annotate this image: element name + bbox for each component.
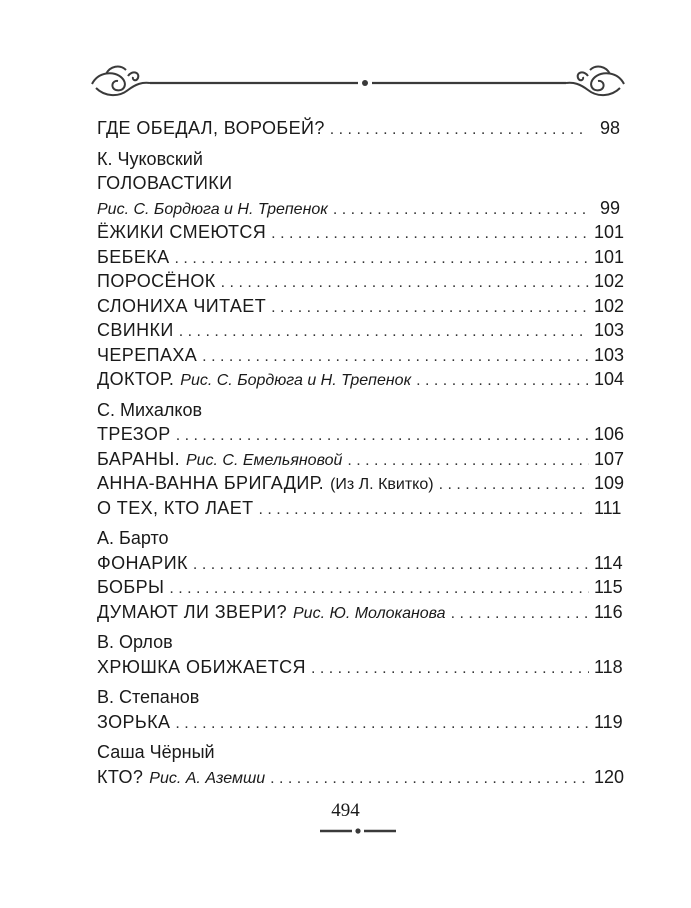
dot-leader (416, 369, 589, 393)
toc-entry (97, 245, 625, 270)
toc-entry (97, 575, 623, 600)
author-name: В. Степанов (97, 687, 200, 707)
toc-title: ЁЖИКИ СМЕЮТСЯ (97, 222, 267, 242)
dot-leader (311, 657, 589, 681)
toc-page-number: 106 (594, 424, 625, 444)
toc-illustrator-note: Рис. А. Аземши (149, 769, 266, 787)
dot-leader (259, 498, 589, 522)
dot-leader (169, 577, 589, 601)
toc-entry (97, 447, 625, 472)
toc-entry (97, 220, 625, 245)
dot-leader (271, 222, 589, 246)
toc-title: ДОКТОР. (97, 369, 175, 389)
toc-title: АННА-ВАННА БРИГАДИР. (97, 473, 325, 493)
toc-title: ЧЕРЕПАХА (97, 344, 198, 365)
toc-title: БОБРЫ (97, 577, 165, 597)
toc-entry (97, 422, 625, 447)
toc-page-number: 107 (594, 448, 625, 469)
toc-entry (97, 269, 625, 294)
dot-leader (451, 602, 589, 626)
center-dot-icon (362, 80, 368, 86)
toc-page-number: 119 (594, 711, 623, 732)
toc-entry (97, 765, 625, 790)
toc-entry (97, 496, 620, 521)
toc-page-number: 109 (594, 473, 625, 493)
dot-leader (175, 247, 589, 271)
toc-entry (97, 655, 623, 680)
toc-page-number: 116 (594, 601, 623, 622)
dot-leader (347, 449, 589, 473)
dot-leader (271, 296, 589, 320)
toc-page-number: 120 (594, 766, 625, 787)
dot-leader (202, 345, 589, 369)
toc-illustrator-note: Рис. С. Емельяновой (185, 451, 343, 469)
right-flourish-icon (566, 67, 624, 96)
page-number: 494 (331, 800, 360, 821)
dot-leader (175, 712, 589, 736)
table-of-contents (97, 116, 625, 789)
toc-entry (97, 116, 620, 141)
bottom-dot-icon (355, 828, 360, 833)
toc-page-number: 101 (594, 222, 625, 242)
toc-illustrator-note: Рис. Ю. Молоканова (293, 604, 446, 622)
toc-entry (97, 600, 623, 625)
bottom-ornament (318, 826, 398, 836)
author-name: Саша Чёрный (97, 742, 215, 762)
toc-entry (97, 343, 625, 368)
toc-page-number: 104 (594, 369, 625, 389)
dot-leader (270, 767, 589, 791)
toc-page-number: 102 (594, 271, 625, 291)
toc-entry (97, 551, 623, 576)
toc-page-number: 114 (594, 552, 623, 573)
toc-entry (97, 710, 623, 735)
toc-title: ТРЕЗОР (97, 424, 171, 444)
toc-title: ЗОРЬКА (97, 711, 171, 732)
toc-title: ГОЛОВАСТИКИ (97, 173, 233, 193)
toc-entry (97, 471, 625, 496)
toc-title: КТО? (97, 766, 144, 787)
toc-page-number: 101 (594, 246, 625, 267)
toc-page-number: 118 (594, 656, 623, 677)
dot-leader (193, 553, 589, 577)
toc-page-number: 115 (594, 577, 623, 597)
left-flourish-icon (92, 67, 150, 96)
author-name: К. Чуковский (97, 148, 203, 169)
toc-title: СВИНКИ (97, 320, 174, 340)
toc-page-number: 98 (599, 118, 620, 138)
toc-page-number: 103 (594, 320, 625, 340)
author-name: В. Орлов (97, 632, 173, 652)
author-name: А. Барто (97, 528, 169, 548)
dot-leader (333, 198, 589, 222)
toc-title: ГДЕ ОБЕДАЛ, ВОРОБЕЙ? (97, 118, 325, 138)
toc-entry (97, 367, 625, 392)
toc-page-number: 99 (599, 197, 620, 218)
toc-page-number: 103 (594, 344, 625, 365)
toc-illustrator-note: (Из Л. Квитко) (330, 476, 434, 493)
dot-leader (221, 271, 589, 295)
toc-title: БЕБЕКА (97, 246, 170, 267)
toc-page-number: 102 (594, 295, 625, 316)
toc-title: ДУМАЮТ ЛИ ЗВЕРИ? (97, 601, 287, 622)
dot-leader (330, 118, 589, 142)
dot-leader (176, 424, 589, 448)
toc-heading (97, 171, 620, 196)
toc-title: ХРЮШКА ОБИЖАЕТСЯ (97, 656, 306, 677)
toc-entry (97, 196, 620, 221)
toc-illustrator-note: Рис. С. Бордюга и Н. Трепенок (180, 372, 412, 389)
toc-title: ПОРОСЁНОК (97, 271, 216, 291)
toc-title: ФОНАРИК (97, 552, 188, 573)
toc-illustrator-note: Рис. С. Бордюга и Н. Трепенок (97, 200, 328, 218)
toc-title: СЛОНИХА ЧИТАЕТ (97, 295, 267, 316)
toc-entry (97, 294, 625, 319)
toc-page-number: 111 (594, 497, 622, 518)
dot-leader (179, 320, 589, 344)
toc-title: О ТЕХ, КТО ЛАЕТ (97, 497, 254, 518)
toc-title: БАРАНЫ. (97, 448, 180, 469)
toc-entry (97, 318, 625, 343)
top-ornament (88, 62, 628, 104)
author-name: С. Михалков (97, 399, 203, 420)
dot-leader (439, 473, 589, 497)
